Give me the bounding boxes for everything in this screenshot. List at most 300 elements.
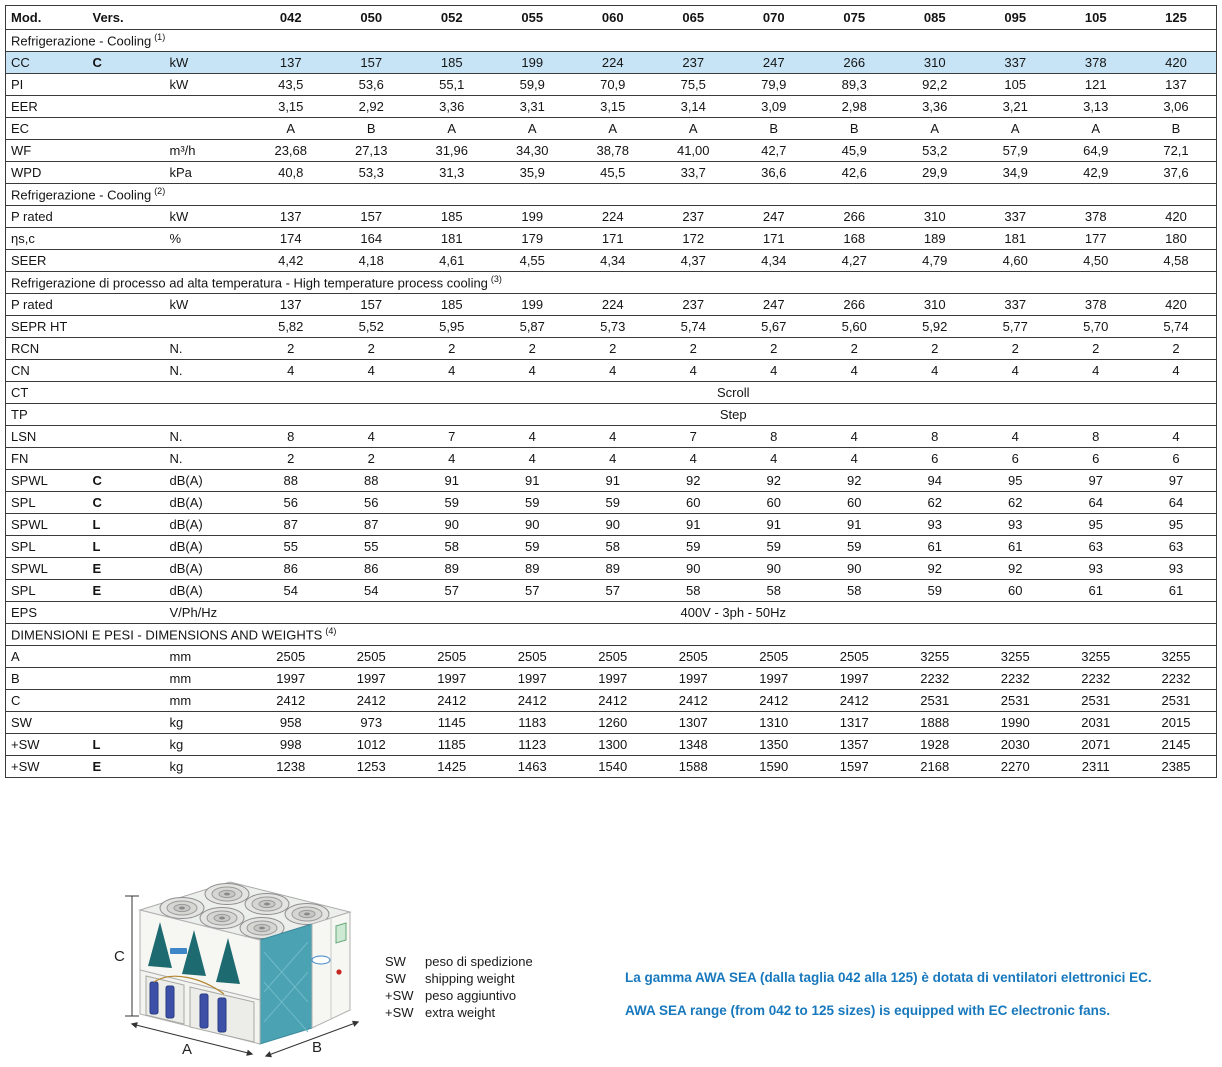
cell-value: 168 xyxy=(814,228,895,250)
cell-value: B xyxy=(814,118,895,140)
cell-value: 1425 xyxy=(412,756,493,778)
cell-value: 79,9 xyxy=(734,74,815,96)
cell-value: 2531 xyxy=(1136,690,1217,712)
cell-value: 5,87 xyxy=(492,316,573,338)
section-footnote: (3) xyxy=(490,274,502,285)
cell-value: 420 xyxy=(1136,52,1217,74)
fan-icon xyxy=(205,884,249,905)
cell-value: 41,00 xyxy=(653,140,734,162)
section-footnote: (2) xyxy=(154,186,166,197)
legend-desc: shipping weight xyxy=(425,971,515,986)
cell-value: 59 xyxy=(573,492,654,514)
cell-value: 89,3 xyxy=(814,74,895,96)
row-unit: mm xyxy=(166,646,251,668)
note-italian: La gamma AWA SEA (dalla taglia 042 alla 125) è dotata di ventilatori elettronici EC. xyxy=(625,970,1152,985)
cell-value: 5,70 xyxy=(1056,316,1137,338)
cell-value: 2 xyxy=(331,448,412,470)
cell-value: 59 xyxy=(653,536,734,558)
row-version: C xyxy=(89,52,166,74)
spec-row xyxy=(6,338,1217,360)
row-unit: N. xyxy=(166,426,251,448)
cell-value: 86 xyxy=(251,558,332,580)
row-label: CN xyxy=(6,360,89,382)
cell-value: 2311 xyxy=(1056,756,1137,778)
row-unit: kg xyxy=(166,734,251,756)
cell-value: 62 xyxy=(895,492,976,514)
spec-row xyxy=(6,360,1217,382)
row-version xyxy=(89,118,166,140)
row-label: P rated xyxy=(6,206,89,228)
row-unit xyxy=(166,382,251,404)
row-version xyxy=(89,294,166,316)
row-unit: kPa xyxy=(166,162,251,184)
row-version: C xyxy=(89,470,166,492)
cell-value: 3,09 xyxy=(734,96,815,118)
cell-value: 998 xyxy=(251,734,332,756)
cell-value: 337 xyxy=(975,52,1056,74)
cell-value: 1348 xyxy=(653,734,734,756)
spec-table-body xyxy=(6,30,1217,778)
row-label: ηs,c xyxy=(6,228,89,250)
row-version: L xyxy=(89,734,166,756)
row-label: EC xyxy=(6,118,89,140)
section-footnote: (1) xyxy=(154,32,166,43)
section-footnote: (4) xyxy=(325,626,337,637)
fan-icon xyxy=(245,894,289,915)
row-unit: N. xyxy=(166,360,251,382)
cell-value: 181 xyxy=(412,228,493,250)
cell-value: 157 xyxy=(331,294,412,316)
cell-value: 89 xyxy=(492,558,573,580)
spec-row xyxy=(6,118,1217,140)
cell-value: 61 xyxy=(1056,580,1137,602)
cell-value: B xyxy=(331,118,412,140)
spec-row xyxy=(6,514,1217,536)
cell-value: 4 xyxy=(814,360,895,382)
spec-row xyxy=(6,294,1217,316)
cell-value: 137 xyxy=(251,294,332,316)
cell-value: 34,30 xyxy=(492,140,573,162)
cell-value: 8 xyxy=(1056,426,1137,448)
legend-desc: peso aggiuntivo xyxy=(425,988,517,1003)
cell-value: 2 xyxy=(734,338,815,360)
spec-row xyxy=(6,646,1217,668)
cell-value: 72,1 xyxy=(1136,140,1217,162)
row-label: A xyxy=(6,646,89,668)
row-unit: dB(A) xyxy=(166,580,251,602)
cell-value: 2 xyxy=(412,338,493,360)
cell-value: 199 xyxy=(492,206,573,228)
cell-value: 310 xyxy=(895,294,976,316)
cell-value: 64,9 xyxy=(1056,140,1137,162)
cell-value: 224 xyxy=(573,294,654,316)
row-version: L xyxy=(89,536,166,558)
cell-value: 6 xyxy=(895,448,976,470)
cell-value: 63 xyxy=(1136,536,1217,558)
cell-value: 91 xyxy=(492,470,573,492)
cell-value: 181 xyxy=(975,228,1056,250)
row-unit: N. xyxy=(166,448,251,470)
cell-value: 86 xyxy=(331,558,412,580)
cell-value: 1997 xyxy=(251,668,332,690)
cell-value: 59 xyxy=(492,492,573,514)
header-model: 042 xyxy=(251,6,332,30)
cell-value: 90 xyxy=(573,514,654,536)
cell-value: 164 xyxy=(331,228,412,250)
cell-value: 3,14 xyxy=(653,96,734,118)
cell-value: 3255 xyxy=(1056,646,1137,668)
row-label: RCN xyxy=(6,338,89,360)
cell-value: 87 xyxy=(331,514,412,536)
spec-table xyxy=(5,5,1217,778)
legend-row xyxy=(385,970,533,987)
cell-value: 4 xyxy=(573,426,654,448)
spec-row xyxy=(6,206,1217,228)
row-version xyxy=(89,338,166,360)
dimension-c-label: C xyxy=(114,948,125,965)
cell-value: 58 xyxy=(734,580,815,602)
spec-row xyxy=(6,602,1217,624)
legend-desc: extra weight xyxy=(425,1005,496,1020)
cell-value: 29,9 xyxy=(895,162,976,184)
header-model: 055 xyxy=(492,6,573,30)
dimension-b-label: B xyxy=(312,1039,323,1056)
cell-value: 55 xyxy=(251,536,332,558)
row-version xyxy=(89,646,166,668)
cell-value: 88 xyxy=(251,470,332,492)
cell-value: 378 xyxy=(1056,294,1137,316)
header-model: 125 xyxy=(1136,6,1217,30)
row-label: WF xyxy=(6,140,89,162)
cell-value: 6 xyxy=(1136,448,1217,470)
cell-value: 137 xyxy=(251,52,332,74)
cell-value: 1317 xyxy=(814,712,895,734)
cell-value: A xyxy=(1056,118,1137,140)
row-version xyxy=(89,228,166,250)
cell-value: 3,06 xyxy=(1136,96,1217,118)
cell-value: 4 xyxy=(573,448,654,470)
row-unit: kW xyxy=(166,294,251,316)
cell-value: 4 xyxy=(492,448,573,470)
cell-value: 1300 xyxy=(573,734,654,756)
row-label: C xyxy=(6,690,89,712)
cell-value: 31,96 xyxy=(412,140,493,162)
cell-value: 2071 xyxy=(1056,734,1137,756)
cell-value: A xyxy=(573,118,654,140)
row-version xyxy=(89,668,166,690)
cell-value: 92,2 xyxy=(895,74,976,96)
cell-value: 2,92 xyxy=(331,96,412,118)
cell-value: 42,6 xyxy=(814,162,895,184)
row-label: +SW xyxy=(6,734,89,756)
cell-value: 420 xyxy=(1136,294,1217,316)
cell-value: 4 xyxy=(412,448,493,470)
cell-value: 91 xyxy=(653,514,734,536)
row-unit xyxy=(166,316,251,338)
cell-value: 2412 xyxy=(492,690,573,712)
section-title: DIMENSIONI E PESI - DIMENSIONS AND WEIGHTS $^{(4)}$ xyxy=(6,624,1217,646)
cell-value: 4,50 xyxy=(1056,250,1137,272)
cell-value: 2531 xyxy=(975,690,1056,712)
legend-desc: peso di spedizione xyxy=(425,954,533,969)
row-version xyxy=(89,140,166,162)
spec-row xyxy=(6,756,1217,778)
cell-value: 3,36 xyxy=(412,96,493,118)
cell-value: 973 xyxy=(331,712,412,734)
cell-value: 2232 xyxy=(975,668,1056,690)
spec-row xyxy=(6,426,1217,448)
row-label: SEER xyxy=(6,250,89,272)
row-label: SPL xyxy=(6,492,89,514)
cell-value: 1463 xyxy=(492,756,573,778)
row-version xyxy=(89,426,166,448)
cell-value: 1238 xyxy=(251,756,332,778)
row-version xyxy=(89,206,166,228)
cell-value: 6 xyxy=(1056,448,1137,470)
cell-value: 1997 xyxy=(814,668,895,690)
cell-value: 61 xyxy=(975,536,1056,558)
cell-value: 2232 xyxy=(1136,668,1217,690)
cell-value: 2 xyxy=(895,338,976,360)
row-version xyxy=(89,96,166,118)
cell-value: 189 xyxy=(895,228,976,250)
cell-value: 33,7 xyxy=(653,162,734,184)
cell-value: 5,74 xyxy=(653,316,734,338)
cell-value: 43,5 xyxy=(251,74,332,96)
spec-row xyxy=(6,250,1217,272)
row-version: L xyxy=(89,514,166,536)
row-unit: kg xyxy=(166,712,251,734)
cell-value: 4 xyxy=(975,360,1056,382)
cell-value: 1307 xyxy=(653,712,734,734)
legend-key: SW xyxy=(385,971,406,986)
cell-value: 93 xyxy=(1136,558,1217,580)
row-unit: kW xyxy=(166,74,251,96)
cell-value: 2412 xyxy=(331,690,412,712)
cell-value: 61 xyxy=(1136,580,1217,602)
spec-row xyxy=(6,668,1217,690)
header-model: 065 xyxy=(653,6,734,30)
cell-value: 42,7 xyxy=(734,140,815,162)
spec-row xyxy=(6,162,1217,184)
cell-value: 4 xyxy=(412,360,493,382)
cell-value: 37,6 xyxy=(1136,162,1217,184)
cell-value: 1253 xyxy=(331,756,412,778)
header-model: 050 xyxy=(331,6,412,30)
cell-value: 237 xyxy=(653,206,734,228)
cell-value: 2 xyxy=(1136,338,1217,360)
cell-value: 90 xyxy=(734,558,815,580)
row-label: TP xyxy=(6,404,89,426)
cell-value: 185 xyxy=(412,294,493,316)
cell-value: 2412 xyxy=(653,690,734,712)
cell-value: 378 xyxy=(1056,52,1137,74)
spec-row xyxy=(6,712,1217,734)
cell-value: 2270 xyxy=(975,756,1056,778)
row-label: EPS xyxy=(6,602,89,624)
row-unit: dB(A) xyxy=(166,536,251,558)
cell-value: 1183 xyxy=(492,712,573,734)
cell-value: 58 xyxy=(412,536,493,558)
cell-value: 4 xyxy=(975,426,1056,448)
spec-row xyxy=(6,228,1217,250)
row-unit: dB(A) xyxy=(166,470,251,492)
row-version xyxy=(89,404,166,426)
cell-value: 1310 xyxy=(734,712,815,734)
note-english: AWA SEA range (from 042 to 125 sizes) is equipped with EC electronic fans. xyxy=(625,1003,1111,1018)
cell-value: 174 xyxy=(251,228,332,250)
row-label: FN xyxy=(6,448,89,470)
cell-value: 27,13 xyxy=(331,140,412,162)
cell-value: 75,5 xyxy=(653,74,734,96)
cell-value: 4,34 xyxy=(573,250,654,272)
cell-value: 1012 xyxy=(331,734,412,756)
cell-value: 6 xyxy=(975,448,1056,470)
cell-value: 199 xyxy=(492,294,573,316)
row-unit: mm xyxy=(166,690,251,712)
cell-value: A xyxy=(251,118,332,140)
cell-value: 3255 xyxy=(1136,646,1217,668)
blue-oval-logo xyxy=(312,956,330,964)
cell-value: 57 xyxy=(492,580,573,602)
cell-value: 35,9 xyxy=(492,162,573,184)
cell-value: 90 xyxy=(412,514,493,536)
row-label: P rated xyxy=(6,294,89,316)
cell-value: 2505 xyxy=(331,646,412,668)
cell-value: 266 xyxy=(814,206,895,228)
cell-value: 179 xyxy=(492,228,573,250)
cell-value: 4 xyxy=(814,448,895,470)
row-unit: kg xyxy=(166,756,251,778)
cell-value: A xyxy=(895,118,976,140)
spec-row xyxy=(6,580,1217,602)
row-unit xyxy=(166,118,251,140)
cell-value: 60 xyxy=(653,492,734,514)
cell-value: 56 xyxy=(331,492,412,514)
cell-value: 57,9 xyxy=(975,140,1056,162)
cell-value: 60 xyxy=(814,492,895,514)
cell-value: 91 xyxy=(573,470,654,492)
row-label: SW xyxy=(6,712,89,734)
cell-value: B xyxy=(1136,118,1217,140)
cell-value: 1997 xyxy=(492,668,573,690)
cell-value: 157 xyxy=(331,52,412,74)
cell-value: 91 xyxy=(814,514,895,536)
cell-value: 3,15 xyxy=(251,96,332,118)
cell-value: 45,5 xyxy=(573,162,654,184)
cell-value: 1185 xyxy=(412,734,493,756)
cell-value: 2031 xyxy=(1056,712,1137,734)
section-row xyxy=(6,624,1217,646)
cell-value: 177 xyxy=(1056,228,1137,250)
cell-value: 93 xyxy=(975,514,1056,536)
cell-value: 64 xyxy=(1056,492,1137,514)
cell-value: 92 xyxy=(895,558,976,580)
cell-value: 4,79 xyxy=(895,250,976,272)
spec-row xyxy=(6,690,1217,712)
cell-value: 185 xyxy=(412,206,493,228)
cell-value: 4,18 xyxy=(331,250,412,272)
cell-value: 237 xyxy=(653,294,734,316)
cell-value: 266 xyxy=(814,52,895,74)
cell-value: 137 xyxy=(1136,74,1217,96)
cell-value: 2168 xyxy=(895,756,976,778)
cell-value: 378 xyxy=(1056,206,1137,228)
row-label: SEPR HT xyxy=(6,316,89,338)
cell-value: 2505 xyxy=(734,646,815,668)
cell-value: 4,27 xyxy=(814,250,895,272)
cell-value: 92 xyxy=(653,470,734,492)
cell-value: A xyxy=(653,118,734,140)
spec-row xyxy=(6,96,1217,118)
row-label: WPD xyxy=(6,162,89,184)
cell-value: 1997 xyxy=(653,668,734,690)
cell-value: 5,74 xyxy=(1136,316,1217,338)
cell-value: 2 xyxy=(331,338,412,360)
cell-value: A xyxy=(492,118,573,140)
cell-value: 3,21 xyxy=(975,96,1056,118)
row-version: E xyxy=(89,580,166,602)
cell-value: 59 xyxy=(895,580,976,602)
chiller-figure xyxy=(112,862,397,1064)
row-version xyxy=(89,74,166,96)
cell-value: 5,77 xyxy=(975,316,1056,338)
cell-value: 1997 xyxy=(573,668,654,690)
cell-value: 5,95 xyxy=(412,316,493,338)
cell-value: 137 xyxy=(251,206,332,228)
cell-value: 2385 xyxy=(1136,756,1217,778)
legend-key: +SW xyxy=(385,1005,414,1020)
cell-value: 3,31 xyxy=(492,96,573,118)
cell-value: 53,6 xyxy=(331,74,412,96)
cell-value: 89 xyxy=(573,558,654,580)
cell-value: 4,55 xyxy=(492,250,573,272)
cell-value: 310 xyxy=(895,52,976,74)
cell-value: 266 xyxy=(814,294,895,316)
cell-value: 5,52 xyxy=(331,316,412,338)
cell-value: 2030 xyxy=(975,734,1056,756)
cell-value: 2015 xyxy=(1136,712,1217,734)
cell-value: 58 xyxy=(814,580,895,602)
cell-value: 171 xyxy=(573,228,654,250)
cell-value: 59 xyxy=(814,536,895,558)
spec-row xyxy=(6,492,1217,514)
legend-row xyxy=(385,953,533,970)
row-label: CC xyxy=(6,52,89,74)
cell-value: 2412 xyxy=(573,690,654,712)
cell-value: 90 xyxy=(492,514,573,536)
cell-value: 2 xyxy=(492,338,573,360)
cell-value: 3,13 xyxy=(1056,96,1137,118)
cell-value: 34,9 xyxy=(975,162,1056,184)
section-title: Refrigerazione - Cooling $^{(2)}$ xyxy=(6,184,1217,206)
cell-value: 337 xyxy=(975,294,1056,316)
cell-value: 2505 xyxy=(653,646,734,668)
cell-value: 88 xyxy=(331,470,412,492)
cell-value: 53,2 xyxy=(895,140,976,162)
cell-value: 4,42 xyxy=(251,250,332,272)
fan-icon xyxy=(200,908,244,929)
cell-value: 224 xyxy=(573,206,654,228)
row-version xyxy=(89,602,166,624)
fan-icon xyxy=(160,898,204,919)
row-unit: kW xyxy=(166,52,251,74)
header-mod: Mod. xyxy=(6,6,89,30)
spec-row xyxy=(6,470,1217,492)
cell-value: 3,36 xyxy=(895,96,976,118)
cell-value: 54 xyxy=(251,580,332,602)
cell-value: 93 xyxy=(895,514,976,536)
